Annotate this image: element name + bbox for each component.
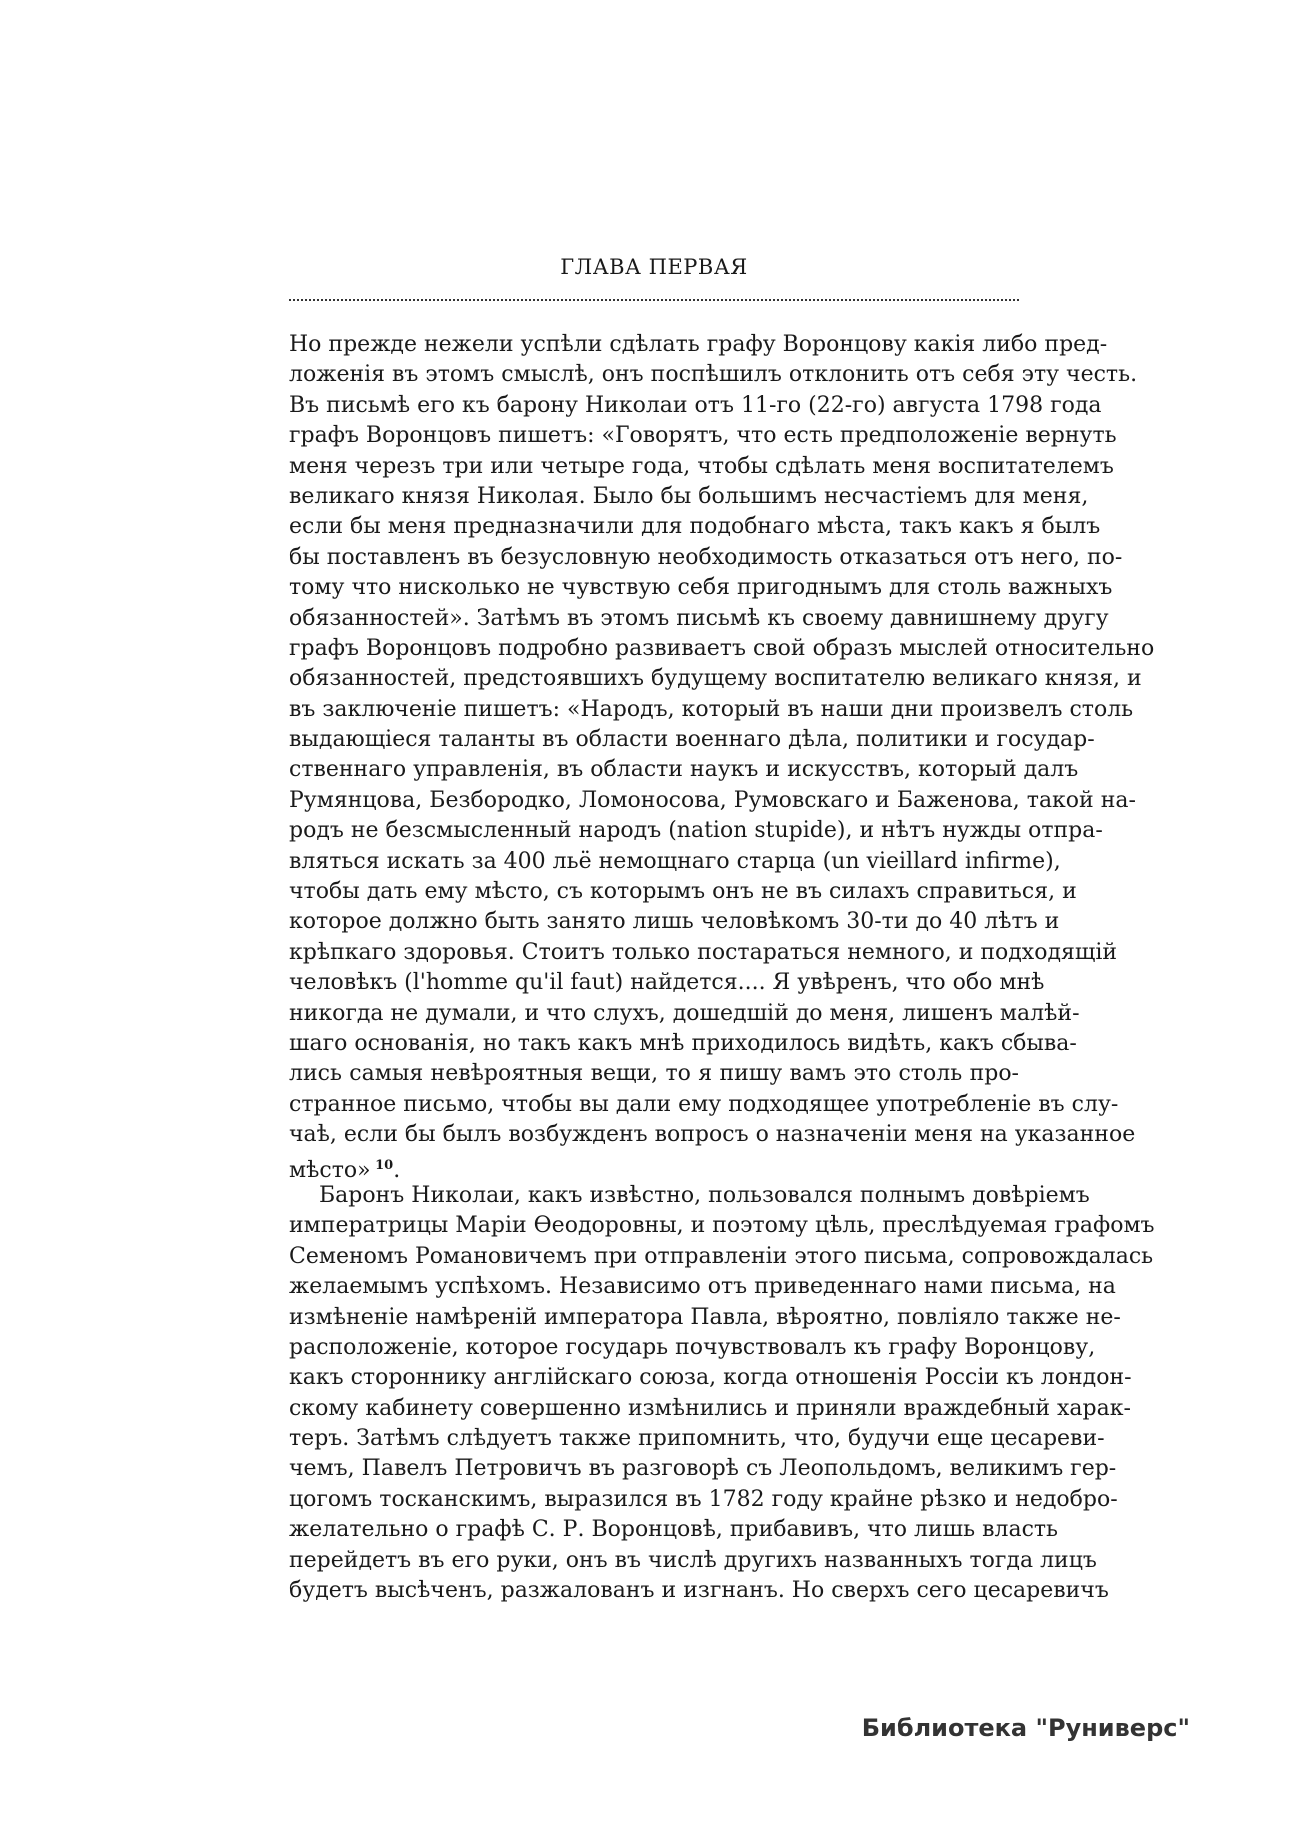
text-line: обязанностей». Затѣмъ въ этомъ письмѣ къ своему давнишнему другу bbox=[289, 605, 1109, 631]
text-line: Но прежде нежели успѣли сдѣлать графу Воронцову какія либо пред- bbox=[289, 332, 1108, 357]
text-line: Румянцова, Безбородко, Ломоносова, Румовскаго и Баженова, такой на- bbox=[289, 787, 1136, 813]
paragraph-end-punct: . bbox=[393, 1157, 401, 1183]
paragraph-1 bbox=[289, 330, 1155, 1183]
dotted-rule bbox=[289, 299, 1019, 301]
text-line: лись самыя невѣроятныя вещи, то я пишу вамъ это столь про- bbox=[289, 1061, 1019, 1087]
text-line: графъ Воронцовъ пишетъ: «Говорятъ, что есть предположеніе вернуть bbox=[289, 423, 1117, 449]
text-line: теръ. Затѣмъ слѣдуетъ также припомнить, что, будучи еще цесареви- bbox=[289, 1426, 1105, 1452]
text-line: императрицы Маріи Ѳеодоровны, и поэтому цѣль, преслѣдуемая графомъ bbox=[289, 1213, 1155, 1239]
text-line: перейдетъ въ его руки, онъ въ числѣ другихъ названныхъ тогда лицъ bbox=[289, 1547, 1097, 1573]
text-line: чтобы дать ему мѣсто, съ которымъ онъ не въ силахъ справиться, и bbox=[289, 879, 1077, 905]
text-line: обязанностей, предстоявшихъ будущему воспитателю великаго князя, и bbox=[289, 666, 1142, 692]
text-line: великаго князя Николая. Было бы большимъ несчастіемъ для меня, bbox=[289, 483, 1089, 509]
text-line: никогда не думали, и что слухъ, дошедшій до меня, лишенъ малѣй- bbox=[289, 1000, 1080, 1026]
text-line: Семеномъ Романовичемъ при отправленіи этого письма, сопровождалась bbox=[289, 1243, 1154, 1269]
text-line: человѣкъ (l'homme qu'il faut) найдется.... Я увѣренъ, что обо мнѣ bbox=[289, 970, 1045, 996]
text-line: если бы меня предназначили для подобнаго мѣста, такъ какъ я былъ bbox=[289, 514, 1101, 540]
text-line: чаѣ, если бы былъ возбужденъ вопросъ о назначеніи меня на указанное bbox=[289, 1122, 1136, 1148]
text-line: чемъ, Павелъ Петровичъ въ разговорѣ съ Леопольдомъ, великимъ гер- bbox=[289, 1456, 1117, 1482]
text-line: расположеніе, которое государь почувствовалъ къ графу Воронцову, bbox=[289, 1334, 1096, 1360]
text-line: будетъ высѣченъ, разжалованъ и изгнанъ. Но сверхъ сего цесаревичъ bbox=[289, 1578, 1109, 1604]
text-line: скому кабинету совершенно измѣнились и приняли враждебный харак- bbox=[289, 1395, 1131, 1421]
body-text bbox=[289, 330, 1155, 1606]
text-line: желаемымъ успѣхомъ. Независимо отъ приведеннаго нами письма, на bbox=[289, 1274, 1116, 1300]
text-line: родъ не безсмысленный народъ (nation stupide), и нѣтъ нужды отпра- bbox=[289, 818, 1103, 844]
text-line: меня черезъ три или четыре года, чтобы сдѣлать меня воспитателемъ bbox=[289, 453, 1114, 479]
text-line: въ заключеніе пишетъ: «Народъ, который въ наши дни произвелъ столь bbox=[289, 696, 1134, 722]
text-line: выдающіеся таланты въ области военнаго дѣла, политики и государ- bbox=[289, 727, 1095, 753]
text-line: цогомъ тосканскимъ, выразился въ 1782 году крайне рѣзко и недобро- bbox=[289, 1486, 1118, 1512]
text-line: графъ Воронцовъ подробно развиваетъ свой образъ мыслей относительно bbox=[289, 635, 1155, 661]
text-line: тому что нисколько не чувствую себя пригоднымъ для столь важныхъ bbox=[289, 575, 1113, 601]
text-line: какъ стороннику англійскаго союза, когда отношенія Россіи къ лондон- bbox=[289, 1365, 1132, 1391]
library-watermark: Библиотека "Руниверс" bbox=[861, 1714, 1190, 1742]
text-line: Въ письмѣ его къ барону Николаи отъ 11-го (22-го) августа 1798 года bbox=[289, 392, 1102, 418]
text-line: измѣненіе намѣреній императора Павла, вѣроятно, повліяло также не- bbox=[289, 1304, 1121, 1330]
paragraph-2 bbox=[289, 1181, 1155, 1606]
chapter-title: ГЛАВА ПЕРВАЯ bbox=[560, 255, 748, 279]
text-line: мѣсто» $^{10}$. bbox=[289, 1157, 401, 1183]
text-line: странное письмо, чтобы вы дали ему подходящее употребленіе въ слу- bbox=[289, 1091, 1119, 1117]
text-line: желательно о графѣ С. Р. Воронцовѣ, прибавивъ, что лишь власть bbox=[289, 1517, 1059, 1543]
text-line: которое должно быть занято лишь человѣкомъ 30-ти до 40 лѣтъ и bbox=[289, 909, 1060, 935]
text-line: бы поставленъ въ безусловную необходимость отказаться отъ него, по- bbox=[289, 544, 1123, 570]
text-line: ственнаго управленія, въ области наукъ и искусствъ, который далъ bbox=[289, 757, 1079, 783]
text-line: шаго основанія, но такъ какъ мнѣ приходилось видѣть, какъ сбыва- bbox=[289, 1030, 1077, 1056]
text-line: крѣпкаго здоровья. Стоитъ только постараться немного, и подходящій bbox=[289, 939, 1118, 965]
text-line: ложенія въ этомъ смыслѣ, онъ поспѣшилъ отклонить отъ себя эту честь. bbox=[289, 362, 1138, 388]
footnote-reference[interactable]: 10 bbox=[370, 1157, 394, 1173]
text-line: Баронъ Николаи, какъ извѣстно, пользовался полнымъ довѣріемъ bbox=[319, 1182, 1090, 1208]
text-line: вляться искать за 400 льё немощнаго старца (un vieillard infirme), bbox=[289, 848, 1061, 874]
